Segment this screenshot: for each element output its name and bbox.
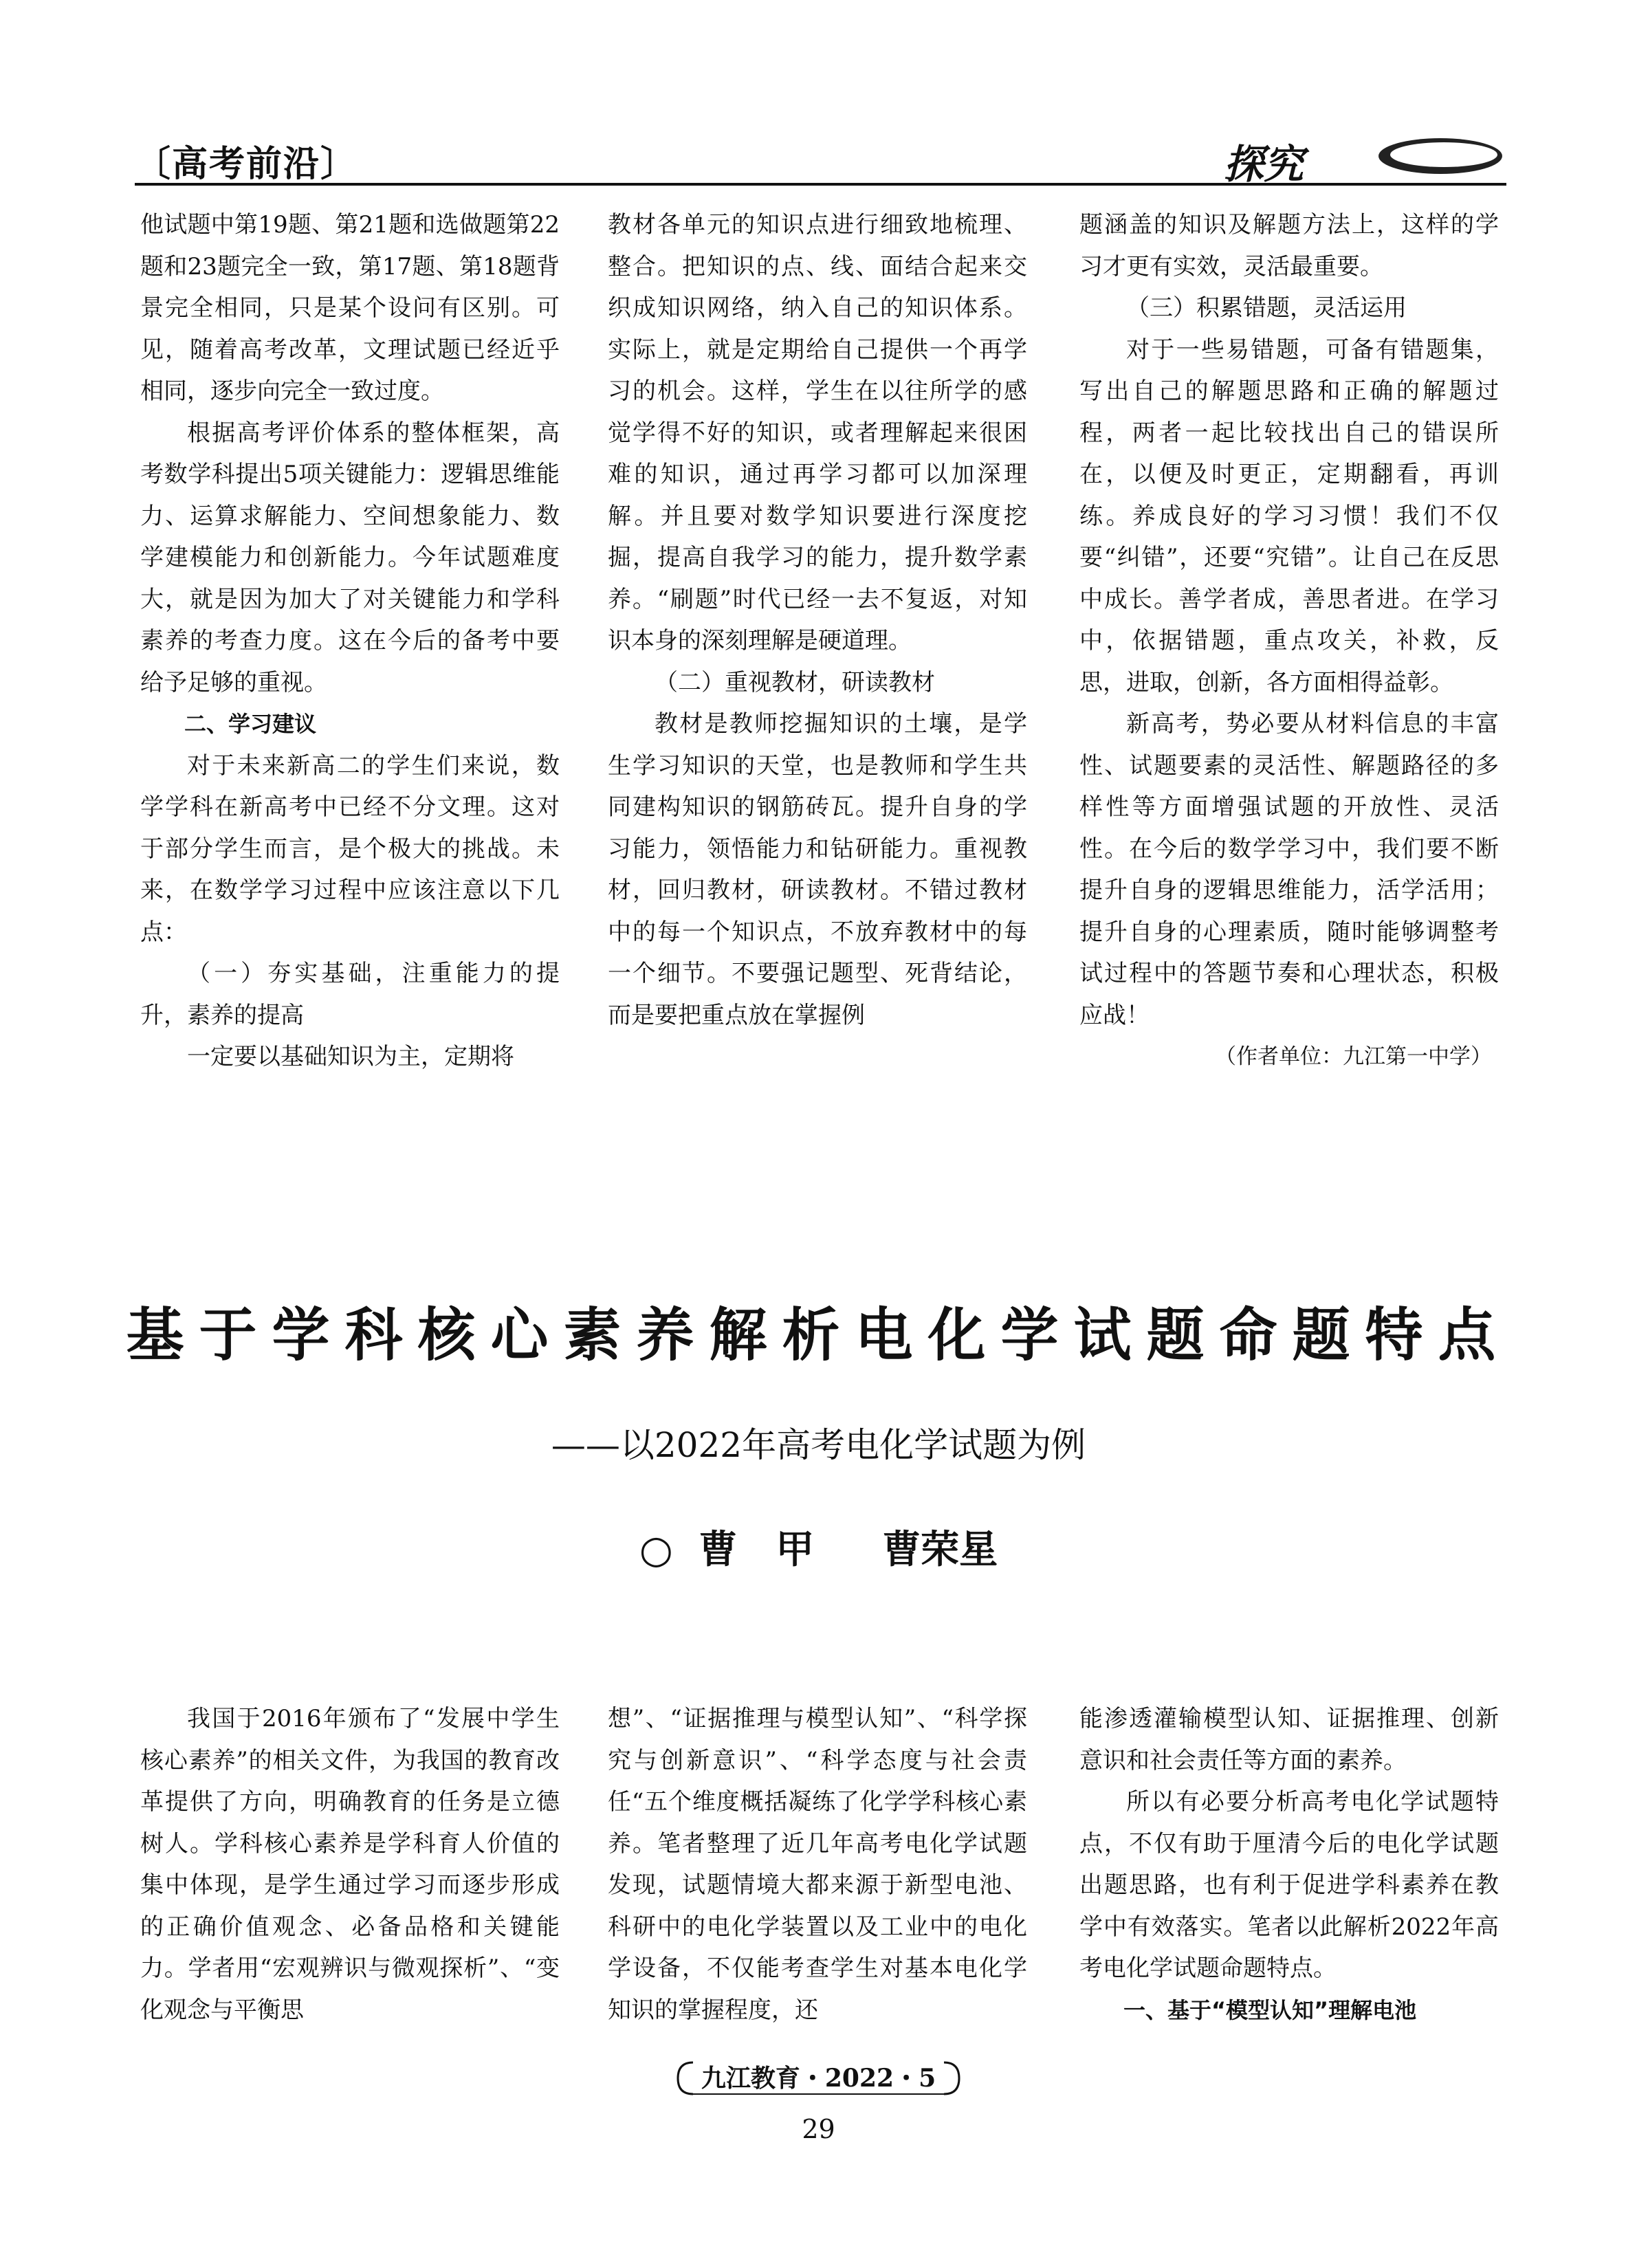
paragraph: 对于未来新高二的学生们来说，数学学科在新高考中已经不分文理。这对于部分学生而言，是个极大的挑战。未来，在数学学习过程中应该注意以下几点： bbox=[140, 751, 560, 946]
paragraph: （二）重视教材，研读教材 bbox=[655, 668, 935, 696]
section-heading: 一、基于“模型认知”理解电池 bbox=[1123, 1996, 1417, 2023]
paragraph: 想”、“证据推理与模型认知”、“科学探究与创新意识”、“科学态度与社会责任“五个维度概括凝练了化学学科核心素养。笔者整理了近几年高考电化学试题发现，试题情境大都来源于新型电池、科研中的电化学装置以及工业中的电化学设备，不仅能考查学生对基本电化学知识的掌握程度，还 bbox=[608, 1705, 1027, 2024]
header-ellipse-logo bbox=[1375, 135, 1506, 177]
journal-footer bbox=[674, 2058, 963, 2098]
section-label: 〔高考前沿〕 bbox=[135, 143, 358, 185]
author-1: 曹 甲 bbox=[699, 1528, 815, 1572]
paragraph: 一定要以基础知识为主，定期将 bbox=[187, 1043, 514, 1070]
author-affiliation: （作者单位：九江第一中学） bbox=[1215, 1044, 1492, 1069]
article-title: 基于学科核心素养解析电化学试题命题特点 bbox=[126, 1301, 1511, 1369]
section-heading: 二、学习建议 bbox=[184, 711, 317, 737]
paragraph: 教材各单元的知识点进行细致地梳理、整合。把知识的点、线、面结合起来交织成知识网络，纳入自己的知识体系。实际上，就是定期给自己提供一个再学习的机会。这样，学生在以往所学的感觉学得不好的知识，或者理解起来很困难的知识，通过再学习都可以加深理解。并且要对数学知识要进行深度挖掘，提高自我学习的能力，提升数学素养。“刷题”时代已经一去不复返，对知识本身的深刻理解是硬道理。 bbox=[608, 211, 1027, 654]
paragraph: 根据高考评价体系的整体框架，高考数学科提出5项关键能力：逻辑思维能力、运算求解能力、空间想象能力、数学建模能力和创新能力。今年试题难度大，就是因为加大了对关键能力和学科素养的考查力度。这在今后的备考中要给予足够的重视。 bbox=[140, 419, 560, 696]
bottom-column-2 bbox=[608, 1698, 1027, 2031]
article-authors bbox=[124, 1519, 1513, 1574]
page-number: 29 bbox=[802, 2114, 835, 2144]
article-subtitle: ——以2022年高考电化学试题为例 bbox=[551, 1425, 1086, 1465]
paragraph: 能渗透灌输模型认知、证据推理、创新意识和社会责任等方面的素养。 bbox=[1079, 1705, 1499, 1774]
bottom-column-1 bbox=[140, 1698, 560, 2031]
top-column-3 bbox=[1079, 204, 1499, 1078]
paragraph: 所以有必要分析高考电化学试题特点，不仅有助于厘清今后的电化学试题出题思路，也有利于促进学科素养在教学中有效落实。笔者以此解析2022年高考电化学试题命题特点。 bbox=[1079, 1788, 1499, 1982]
author-mark: ○ bbox=[639, 1528, 673, 1572]
paragraph: 对于一些易错题，可备有错题集，写出自己的解题思路和正确的解题过程，两者一起比较找出自己的错误所在，以便及时更正，定期翻看，再训练。养成良好的学习习惯！我们不仅要“纠错”，还要“究错”。让自己在反思中成长。善学者成，善思者进。在学习中，依据错题，重点攻关，补救，反思，进取，创新，各方面相得益彰。 bbox=[1079, 335, 1499, 696]
paragraph: 我国于2016年颁布了“发展中学生核心素养”的相关文件，为我国的教育改革提供了方向，明确教育的任务是立德树人。学科核心素养是学科育人价值的集中体现，是学生通过学习而逐步形成的正确价值观念、必备品格和关键能力。学者用“宏观辨识与微观探析”、“变化观念与平衡思 bbox=[140, 1705, 560, 2024]
paragraph: 教材是教师挖掘知识的土壤，是学生学习知识的天堂，也是教师和学生共同建构知识的钢筋砖瓦。提升自身的学习能力，领悟能力和钻研能力。重视教材，回归教材，研读教材。不错过教材中的每一个知识点，不放弃教材中的每一个细节。不要强记题型、死背结论，而是要把重点放在掌握例 bbox=[608, 710, 1027, 1029]
author-2: 曹荣星 bbox=[882, 1528, 998, 1572]
bottom-column-3 bbox=[1079, 1698, 1499, 2031]
paragraph: 他试题中第19题、第21题和选做题第22题和23题完全一致，第17题、第18题背景完全相同，只是某个设问有区别。可见，随着高考改革，文理试题已经近乎相同，逐步向完全一致过度。 bbox=[140, 211, 560, 405]
top-column-1 bbox=[140, 204, 560, 1078]
paragraph: （三）积累错题，灵活运用 bbox=[1126, 294, 1407, 322]
journal-name: 九江教育・2022・5 bbox=[701, 2064, 936, 2093]
top-column-2 bbox=[608, 204, 1027, 1036]
category-label: 探究 bbox=[1224, 141, 1304, 188]
paragraph: （一）夯实基础，注重能力的提升，素养的提高 bbox=[140, 960, 560, 1029]
paragraph: 题涵盖的知识及解题方法上，这样的学习才更有实效，灵活最重要。 bbox=[1079, 211, 1499, 280]
header-rule bbox=[135, 183, 1506, 186]
paragraph: 新高考，势必要从材料信息的丰富性、试题要素的灵活性、解题路径的多样性等方面增强试题的开放性、灵活性。在今后的数学学习中，我们要不断提升自身的逻辑思维能力，活学活用；提升自身的心理素质，随时能够调整考试过程中的答题节奏和心理状态，积极应战！ bbox=[1079, 710, 1499, 1029]
